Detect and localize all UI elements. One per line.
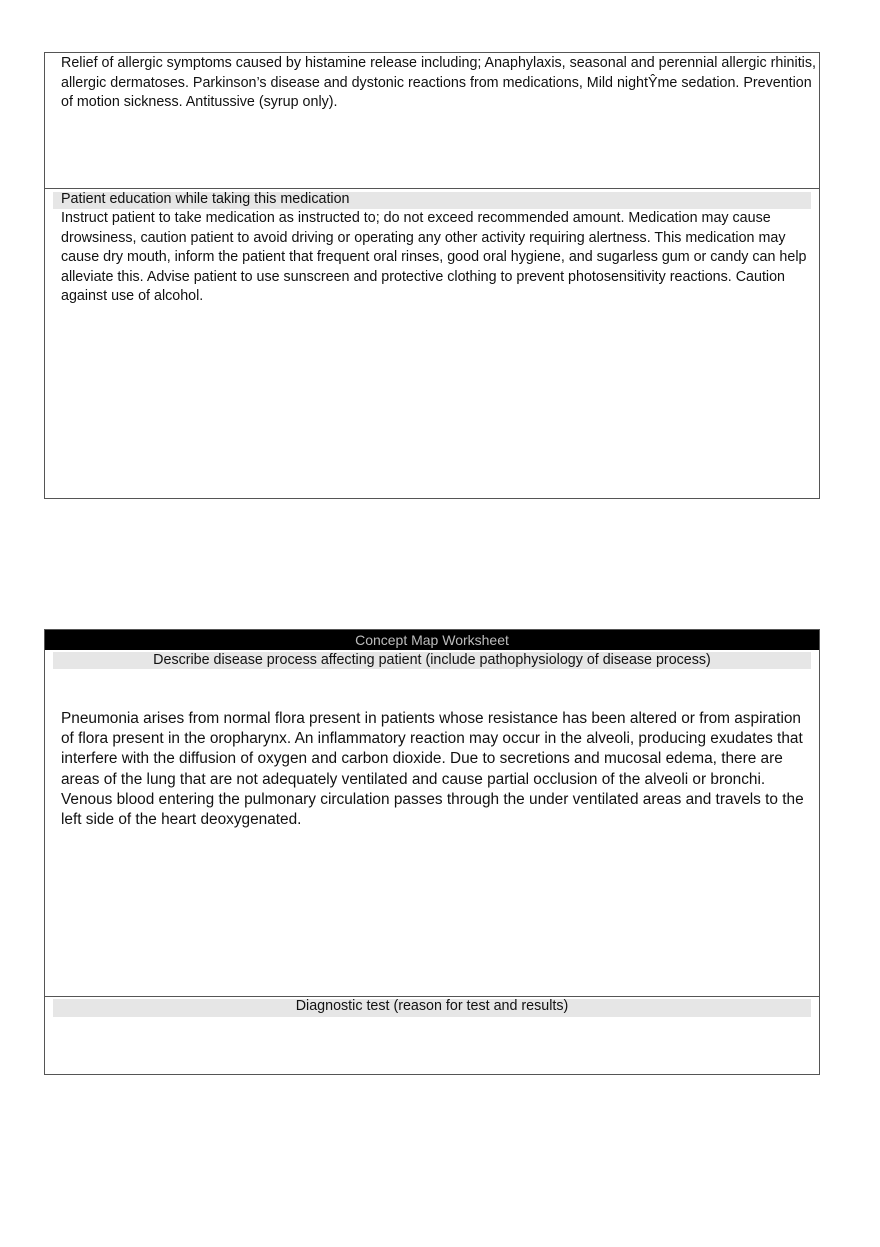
indications-text: Relief of allergic symptoms caused by histamine release including; Anaphylaxis, seasonal and perennial allergic rhinitis, allergic dermatoses. Parkinson’s disease and dystonic reactions from medications, Mild nightŶme sedation. Prevention of motion sickness. Antitussive (syrup only).: [61, 55, 816, 110]
diagnostic-heading: Diagnostic test (reason for test and results): [295, 998, 569, 1014]
patient-education-text: Instruct patient to take medication as instructed to; do not exceed recommended amount. Medication may cause drowsiness, caution patient to avoid driving or operating any other activity requiring alertness. This medication may cause dry mouth, inform the patient that frequent oral rinses, good oral hygiene, and sugarless gum or candy can help alleviate this. Advise patient to use sunscreen and protective clothing to prevent photosensitivity reactions. Caution against use of alcohol.: [61, 210, 807, 304]
patient-education-box: [44, 188, 820, 499]
disease-text: Pneumonia arises from normal flora present in patients whose resistance has been altered or from aspiration of flora present in the oropharynx. An inflammatory reaction may occur in the alveoli, producing exudates that interfere with the diffusion of oxygen and carbon dioxide. Due to secretions and mucosal edema, there are areas of the lung that are not adequately ventilated and cause partial occlusion of the alveoli or bronchi. Venous blood entering the pulmonary circulation passes through the under ventilated areas and travels to the left side of the heart deoxygenated.: [61, 710, 804, 829]
patient-education-heading: Patient education while taking this medication: [61, 191, 350, 207]
disease-heading: Describe disease process affecting patient (include pathophysiology of disease process): [153, 652, 711, 668]
diagnostic-test-box: [44, 996, 820, 1075]
indications-box: [44, 52, 820, 189]
disease-process-box: [44, 629, 820, 997]
worksheet-title: Concept Map Worksheet: [45, 630, 819, 650]
